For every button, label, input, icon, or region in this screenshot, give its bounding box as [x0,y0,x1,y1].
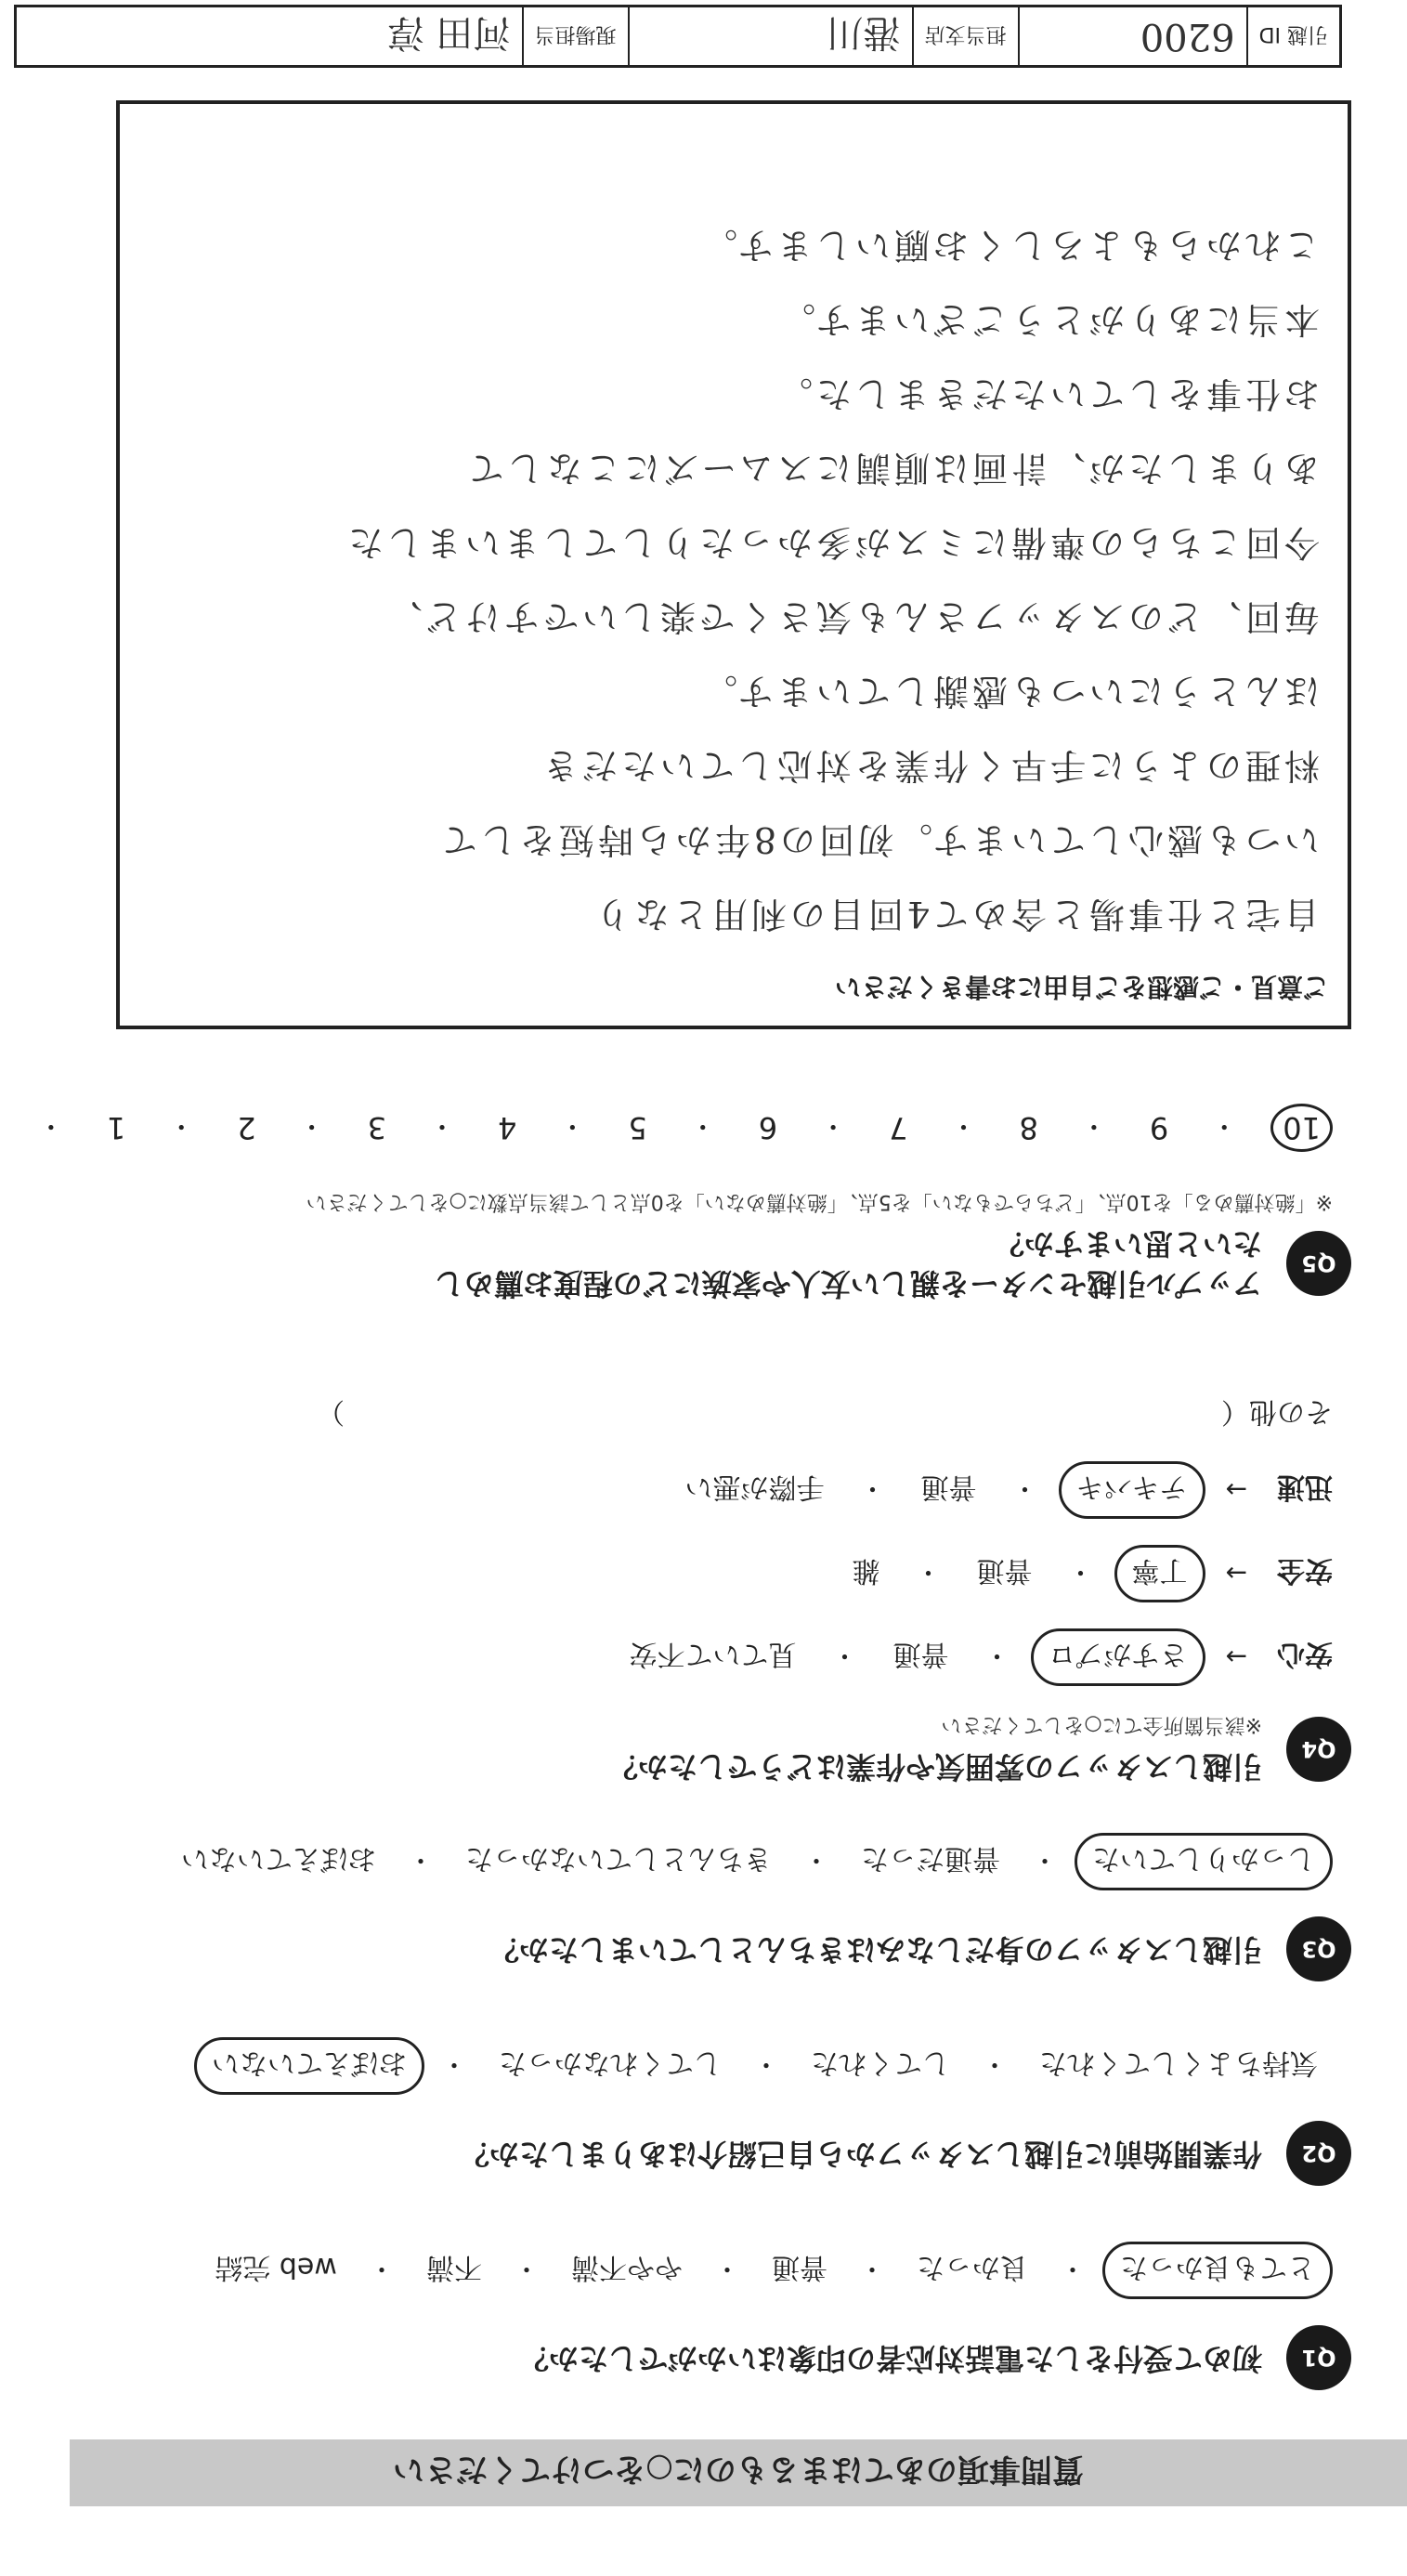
q5-score-4[interactable]: 4 [498,1109,517,1145]
q1-option-slightly-unsatisfied[interactable]: やや不満 [570,2251,683,2283]
q5-score-9[interactable]: 9 [1149,1109,1169,1145]
q2-option-dont-remember[interactable]: おぼえていない [194,2037,424,2095]
q3-options: しっかりしていた ・ 普通だった ・ きちんとしていなかった ・ おぼえていない [51,1833,1333,1890]
q5-score-7[interactable]: 7 [889,1109,908,1145]
comment-box[interactable] [116,100,1351,1029]
q5-text: アップル引越センターを親しい友人や家族にどの程度お薦めしたいと思いますか？ [434,1225,1262,1301]
q5-scale: 10 ・ 9 ・ 8 ・ 7 ・ 6 ・ 5 ・ 4 ・ 3 ・ 2 ・ 1 ・ [51,1104,1333,1152]
q5-score-6[interactable]: 6 [758,1109,778,1145]
comment-text [138,208,1320,951]
question-4 [51,1394,1351,1786]
comment-line: いつも感心しています。初回の8年から時短をして [437,819,1320,860]
comment-line: お仕事をしていただきました。 [773,373,1320,414]
q3-option-dont-remember[interactable]: おぼえていない [180,1842,376,1875]
instruction-text: 質問事項のあてはまるものに○をつけてください [393,2451,1084,2489]
q4-option-brisk[interactable]: テキパキ [1059,1461,1205,1519]
q4-option-pro[interactable]: さすがプロ [1031,1628,1205,1686]
q4-option-normal[interactable]: 普通 [920,1470,977,1503]
q2-option-pleasant[interactable]: 気持ちよくしてくれた [1039,2046,1318,2079]
q4-row-speed: 迅速 → テキパキ ・ 普通 ・ 手際が悪い [51,1461,1333,1519]
q1-option-very-good[interactable]: とても良かった [1102,2242,1333,2299]
id-value: 6200 [1018,7,1246,65]
arrow-icon: → [1225,1641,1247,1673]
q1-option-good[interactable]: 良かった [916,2251,1028,2283]
q4-badge: Q4 [1286,1717,1351,1782]
q3-badge: Q3 [1286,1916,1351,1981]
q2-option-did[interactable]: してくれた [810,2046,950,2079]
comment-line: 料理のように手早く作業を対応していただき [539,745,1320,786]
comment-line: 本当にありがとうございます。 [776,299,1320,340]
q4-row-relief: 安心 → さすがプロ ・ 普通 ・ 見ていて不安 [51,1628,1333,1686]
comment-line: ほんとうにいつも感謝しています。 [698,671,1320,712]
q3-option-neat[interactable]: しっかりしていた [1075,1833,1333,1890]
q5-badge: Q5 [1286,1231,1351,1296]
q2-badge: Q2 [1286,2121,1351,2186]
q3-option-not-neat[interactable]: きちんとしていなかった [464,1842,772,1875]
branch-value: 港川 [628,7,912,65]
q4-text: 引越しスタッフの雰囲気や作業はどうでしたか？ [607,1749,1262,1785]
q4-option-normal[interactable]: 普通 [892,1637,949,1670]
q4-row-label: 安心 [1277,1637,1333,1670]
q4-option-rough[interactable]: 雑 [852,1553,880,1587]
q5-score-0[interactable] [0,1106,5,1149]
q2-options: 気持ちよくしてくれた ・ してくれた ・ してくれなかった ・ おぼえていない [51,2037,1333,2095]
q5-note: ※「絶対薦める」を10点、「どちらでもない」を5点、「絶対薦めない」を0点として該当点数に○をしてください [306,1189,1333,1213]
comment-line: 自宅と仕事場と含めて4回目の利用となり [591,894,1320,935]
q1-badge: Q1 [1286,2325,1351,2390]
q5-score-8[interactable]: 8 [1019,1109,1038,1145]
question-2 [51,2037,1351,2186]
q4-other-label: その他（ [1221,1394,1333,1428]
q4-row-safety: 安全 → 丁寧 ・ 普通 ・ 雑 [51,1545,1333,1602]
q5-score-5[interactable]: 5 [628,1109,647,1145]
comment-title: ご意見・ご感想をご自由にお書きください [834,972,1329,1002]
q4-note: ※該当箇所全てに○をしてください [941,1712,1262,1736]
comment-line: ありましたが、計画は順調にスムーズにこなして [464,448,1320,489]
id-bar [14,5,1342,68]
q5-score-3[interactable]: 3 [367,1109,387,1145]
q4-option-normal[interactable]: 普通 [976,1553,1033,1587]
q4-row-label: 迅速 [1277,1470,1333,1503]
branch-label: 担当支店 [912,7,1018,65]
q1-option-unsatisfied[interactable]: 不満 [425,2251,482,2283]
q1-option-normal[interactable]: 普通 [771,2251,827,2283]
question-5 [37,1104,1351,1303]
comment-line: 毎回、どのスタッフさんも気さくで楽しいですけど、 [383,596,1320,637]
question-1 [51,2242,1351,2390]
q2-text: 作業開始前に引越しスタッフから自己紹介はありましたか？ [459,2136,1262,2172]
q5-score-2[interactable]: 2 [237,1109,256,1145]
q4-row-label: 安全 [1277,1553,1333,1587]
comment-line: 今回こちらの準備にミスが多かったりしてしまいました [344,522,1320,563]
q3-option-normal[interactable]: 普通だった [860,1842,1000,1875]
q1-text: 初めて受付をした電話対応者の印象はいかがでしたか？ [518,2340,1262,2376]
id-label: 引越 ID [1246,7,1339,65]
q4-option-careful[interactable]: 丁寧 [1114,1545,1205,1602]
arrow-icon: → [1225,1474,1247,1506]
q4-option-uneasy[interactable]: 見ていて不安 [629,1637,797,1670]
question-3 [51,1833,1351,1981]
comment-line: これからもよろしくお願いします。 [698,225,1320,266]
q4-option-clumsy[interactable]: 手際が悪い [684,1470,825,1503]
q5-score-1[interactable]: 1 [106,1109,126,1145]
arrow-icon: → [1225,1558,1247,1589]
q2-option-did-not[interactable]: してくれなかった [498,2046,722,2079]
lead-label: 現場担当 [522,7,628,65]
q1-option-web[interactable]: web 完結 [215,2251,337,2283]
q1-options: とても良かった ・ 良かった ・ 普通 ・ やや不満 ・ 不満 ・ web 完結 [51,2242,1333,2299]
q4-row-other [51,1394,1333,1435]
instruction-banner [70,2439,1407,2506]
lead-value: 河田 淳 [386,11,511,55]
q3-text: 引越しスタッフの身だしなみはきちんとしていましたか？ [489,1931,1262,1968]
q5-score-10[interactable]: 10 [1270,1104,1333,1152]
q4-other-close: ） [317,1394,345,1428]
